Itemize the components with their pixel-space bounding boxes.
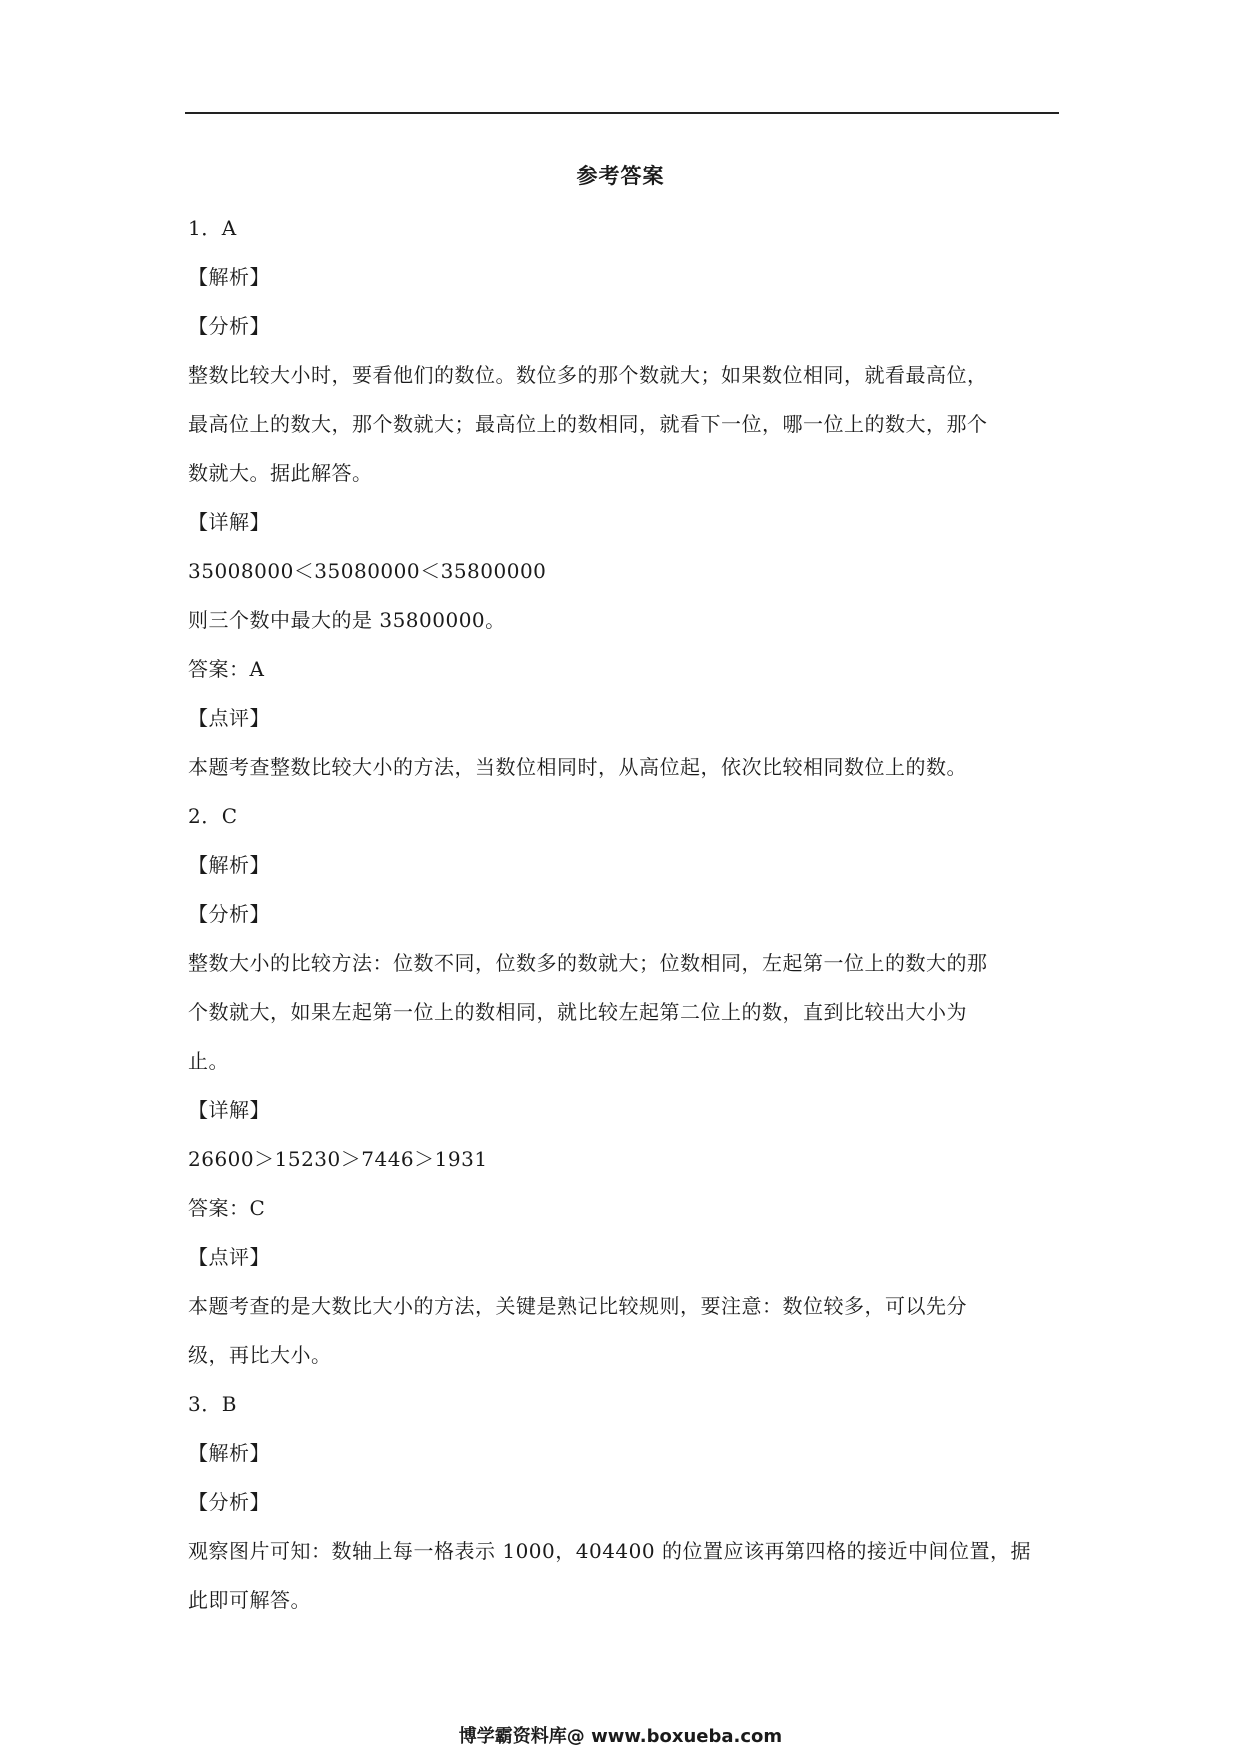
text-line: 此即可解答。 bbox=[188, 1588, 311, 1612]
header-rule bbox=[185, 112, 1059, 114]
text-line: 整数大小的比较方法：位数不同，位数多的数就大；位数相同，左起第一位上的数大的那 bbox=[188, 951, 988, 975]
text-line: 1．A bbox=[188, 216, 237, 240]
text-line: 【详解】 bbox=[188, 1098, 270, 1122]
text-line: 数就大。据此解答。 bbox=[188, 461, 373, 485]
text-line: 止。 bbox=[188, 1049, 229, 1073]
text-line: 最高位上的数大，那个数就大；最高位上的数相同，就看下一位，哪一位上的数大，那个 bbox=[188, 412, 988, 436]
text-line: 级，再比大小。 bbox=[188, 1343, 332, 1367]
text-line: 则三个数中最大的是 35800000。 bbox=[188, 608, 506, 632]
footer-watermark: 博学霸资料库@ www.boxueba.com bbox=[458, 1726, 783, 1747]
text-line: 答案：C bbox=[188, 1196, 266, 1220]
text-line: 【点评】 bbox=[188, 706, 270, 730]
text-line: 【解析】 bbox=[188, 1441, 270, 1465]
page-title: 参考答案 bbox=[576, 163, 665, 188]
text-line: 【解析】 bbox=[188, 853, 270, 877]
text-line: 【点评】 bbox=[188, 1245, 270, 1269]
text-line: 【分析】 bbox=[188, 1490, 270, 1514]
text-line: 2．C bbox=[188, 804, 238, 828]
text-line: 26600＞15230＞7446＞1931 bbox=[188, 1147, 488, 1171]
text-line: 【解析】 bbox=[188, 265, 270, 289]
text-line: 【分析】 bbox=[188, 902, 270, 926]
text-line: 整数比较大小时，要看他们的数位。数位多的那个数就大；如果数位相同，就看最高位， bbox=[188, 363, 988, 387]
text-line: 本题考查的是大数比大小的方法，关键是熟记比较规则，要注意：数位较多，可以先分 bbox=[188, 1294, 967, 1318]
text-line: 35008000＜35080000＜35800000 bbox=[188, 559, 547, 583]
text-line: 个数就大，如果左起第一位上的数相同，就比较左起第二位上的数，直到比较出大小为 bbox=[188, 1000, 967, 1024]
text-line: 3．B bbox=[188, 1392, 237, 1416]
text-line: 【分析】 bbox=[188, 314, 270, 338]
text-line: 本题考查整数比较大小的方法，当数位相同时，从高位起，依次比较相同数位上的数。 bbox=[188, 755, 967, 779]
answer-content bbox=[188, 204, 1060, 1625]
text-line: 【详解】 bbox=[188, 510, 270, 534]
text-line: 答案：A bbox=[188, 657, 265, 681]
text-line: 观察图片可知：数轴上每一格表示 1000，404400 的位置应该再第四格的接近中间位置，据 bbox=[188, 1539, 1031, 1563]
